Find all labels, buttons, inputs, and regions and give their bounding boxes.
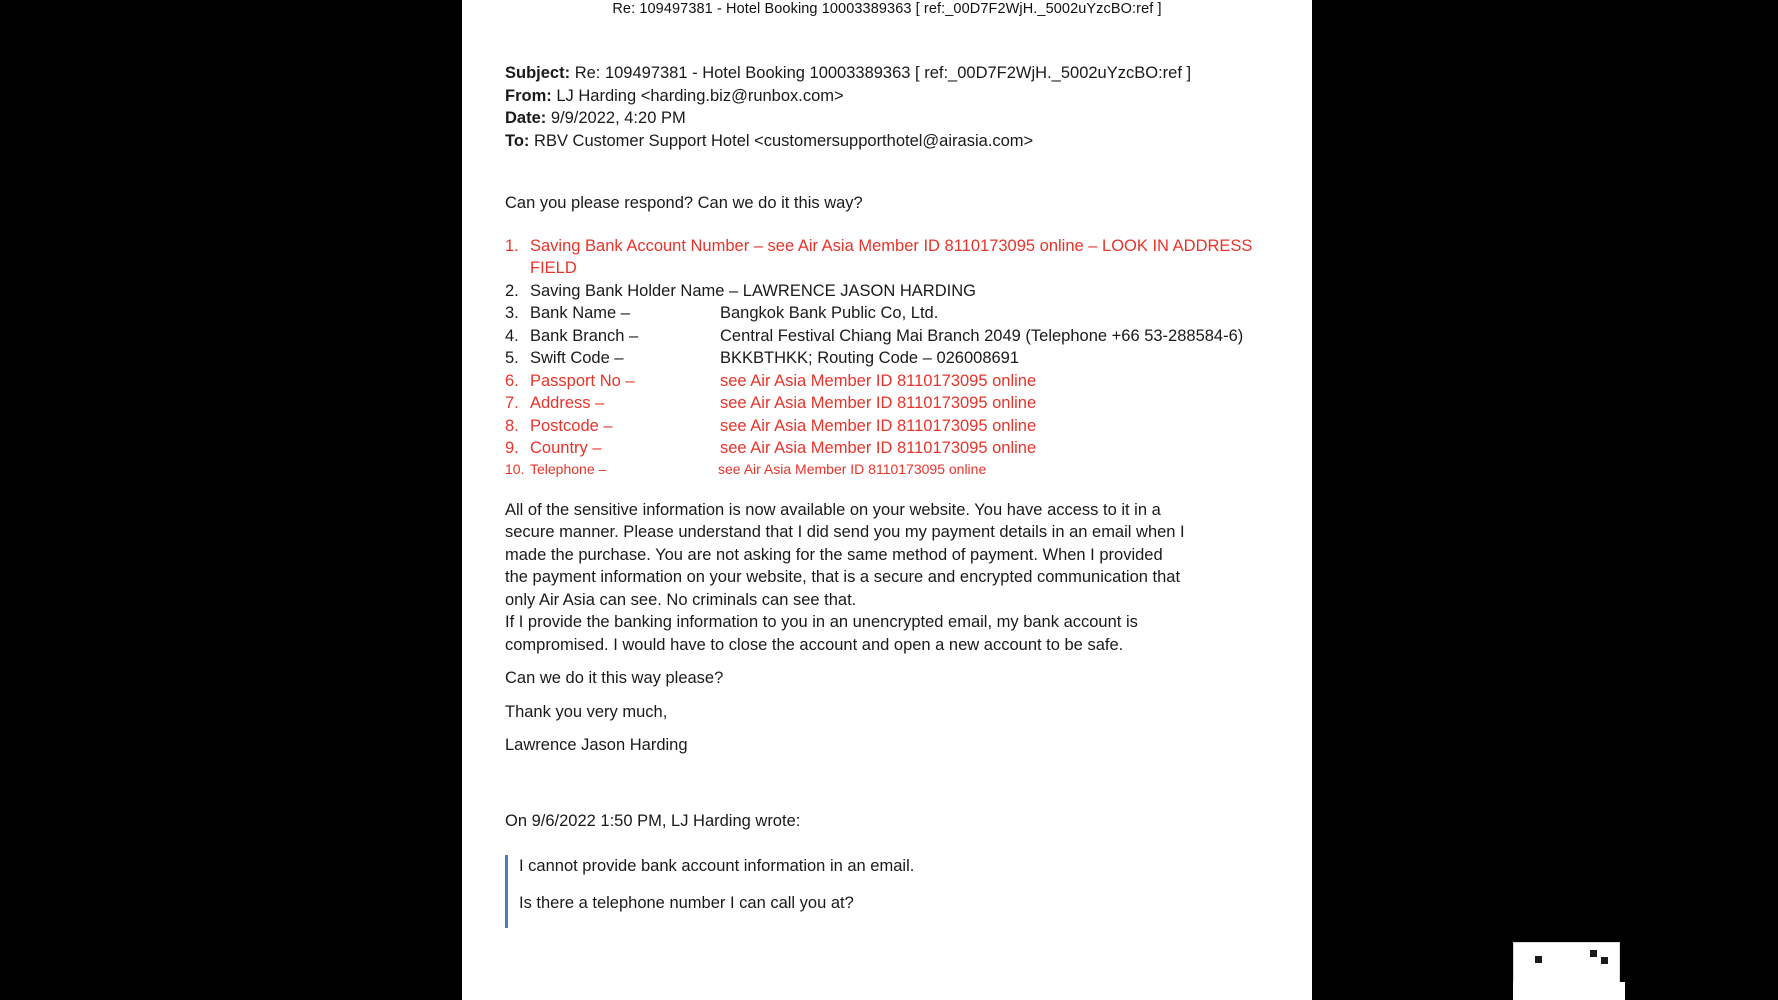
intro-paragraph: Can you please respond? Can we do it this way? bbox=[505, 194, 863, 212]
quoted-line: I cannot provide bank account information in an email. bbox=[519, 857, 915, 875]
paragraph-1: All of the sensitive information is now available on your website. You have access to it in a secure manner. Please understand that I did send you my payment details in an email when I made the purchase. You are not asking for the same method of payment. When I provided the payment information on your website, that is a secure and encrypted communication that only Air Asia can see. No criminals can see that. bbox=[505, 500, 1185, 609]
spacer bbox=[505, 757, 1295, 810]
spacer bbox=[505, 479, 1295, 499]
list-item-label: Saving Bank Holder Name – LAWRENCE JASON HARDING bbox=[530, 281, 976, 300]
document-page bbox=[462, 0, 1312, 1000]
list-item bbox=[505, 460, 1295, 479]
spacer bbox=[505, 656, 1295, 667]
list-item-label: Saving Bank Account Number – see Air Asia Member ID 8110173095 online – LOOK IN ADDRESS FIELD bbox=[530, 236, 1253, 277]
overlay-strip bbox=[1513, 982, 1625, 1000]
thanks-line: Thank you very much, bbox=[505, 702, 668, 721]
spacer bbox=[505, 832, 1295, 855]
spacer bbox=[505, 690, 1295, 701]
list-item bbox=[505, 280, 1295, 303]
list-item-index: 5. bbox=[505, 349, 519, 367]
list-item-value: Bangkok Bank Public Co, Ltd. bbox=[720, 304, 939, 322]
from-label: From: bbox=[505, 86, 552, 105]
list-item-value: see Air Asia Member ID 8110173095 online bbox=[720, 394, 1037, 412]
list-item-value: see Air Asia Member ID 8110173095 online bbox=[720, 439, 1037, 457]
list-item-value: see Air Asia Member ID 8110173095 online bbox=[718, 460, 987, 477]
paragraph-2: If I provide the banking information to you in an unencrypted email, my bank account is compromised. I would have to close the account and open a new account to be safe. bbox=[505, 613, 1138, 654]
overlay-dot-icon bbox=[1601, 957, 1608, 964]
email-from-line bbox=[505, 85, 1295, 108]
list-item-index: 6. bbox=[505, 371, 519, 390]
spacer bbox=[519, 878, 1295, 892]
list-item bbox=[505, 302, 1295, 325]
email-subject-line bbox=[505, 62, 1295, 85]
from-value: LJ Harding <harding.biz@runbox.com> bbox=[556, 86, 844, 105]
to-label: To: bbox=[505, 131, 530, 150]
email-to-line bbox=[505, 130, 1295, 153]
list-item-value: see Air Asia Member ID 8110173095 online bbox=[720, 371, 1037, 390]
list-item bbox=[505, 437, 1295, 460]
signature-line: Lawrence Jason Harding bbox=[505, 736, 688, 754]
list-item bbox=[505, 235, 1295, 280]
spacer bbox=[519, 914, 1295, 928]
list-item-label: Telephone – bbox=[530, 460, 607, 477]
list-item-label: Bank Branch – bbox=[530, 326, 639, 345]
overlay-dot-icon bbox=[1535, 956, 1542, 963]
list-item-value: BKKBTHKK; Routing Code – 026008691 bbox=[720, 349, 1020, 367]
list-item-value: Central Festival Chiang Mai Branch 2049 (Telephone +66 53-288584-6) bbox=[720, 326, 1244, 345]
list-item bbox=[505, 370, 1295, 393]
list-item-label: Passport No – bbox=[530, 371, 635, 390]
list-item-label: Postcode – bbox=[530, 416, 613, 435]
list-item-label: Country – bbox=[530, 439, 602, 457]
numbered-list bbox=[505, 235, 1295, 479]
list-item bbox=[505, 392, 1295, 415]
list-item-index: 3. bbox=[505, 304, 519, 322]
quoted-line: Is there a telephone number I can call you at? bbox=[519, 893, 854, 912]
reply-header: On 9/6/2022 1:50 PM, LJ Harding wrote: bbox=[505, 811, 801, 830]
closing-question: Can we do it this way please? bbox=[505, 669, 724, 687]
list-item bbox=[505, 415, 1295, 438]
spacer bbox=[505, 215, 1295, 235]
date-label: Date: bbox=[505, 109, 547, 127]
list-item-label: Bank Name – bbox=[530, 304, 630, 322]
list-item-label: Swift Code – bbox=[530, 349, 624, 367]
list-item-index: 7. bbox=[505, 394, 519, 412]
email-date-line bbox=[505, 107, 1295, 130]
spacer bbox=[505, 152, 1295, 192]
list-item-index: 9. bbox=[505, 439, 519, 457]
list-item bbox=[505, 347, 1295, 370]
overlay-panel bbox=[1513, 942, 1620, 984]
document-title: Re: 109497381 - Hotel Booking 10003389363 [ ref:_00D7F2WjH._5002uYzcBO:ref ] bbox=[612, 1, 1162, 17]
email-body bbox=[462, 17, 1295, 928]
date-value: 9/9/2022, 4:20 PM bbox=[550, 109, 686, 127]
list-item-index: 10. bbox=[505, 460, 525, 477]
list-item-index: 8. bbox=[505, 416, 519, 435]
list-item-index: 4. bbox=[505, 326, 519, 345]
subject-value: Re: 109497381 - Hotel Booking 10003389363 [ ref:_00D7F2WjH._5002uYzcBO:ref ] bbox=[574, 64, 1192, 82]
list-item bbox=[505, 325, 1295, 348]
spacer bbox=[505, 723, 1295, 734]
quoted-message bbox=[505, 855, 1295, 928]
list-item-label: Address – bbox=[530, 394, 605, 412]
list-item-value: see Air Asia Member ID 8110173095 online bbox=[720, 416, 1037, 435]
list-item-index: 1. bbox=[505, 236, 519, 255]
list-item-index: 2. bbox=[505, 281, 519, 300]
overlay-dot-icon bbox=[1590, 950, 1597, 957]
subject-label: Subject: bbox=[505, 64, 571, 82]
to-value: RBV Customer Support Hotel <customersupporthotel@airasia.com> bbox=[534, 131, 1034, 150]
